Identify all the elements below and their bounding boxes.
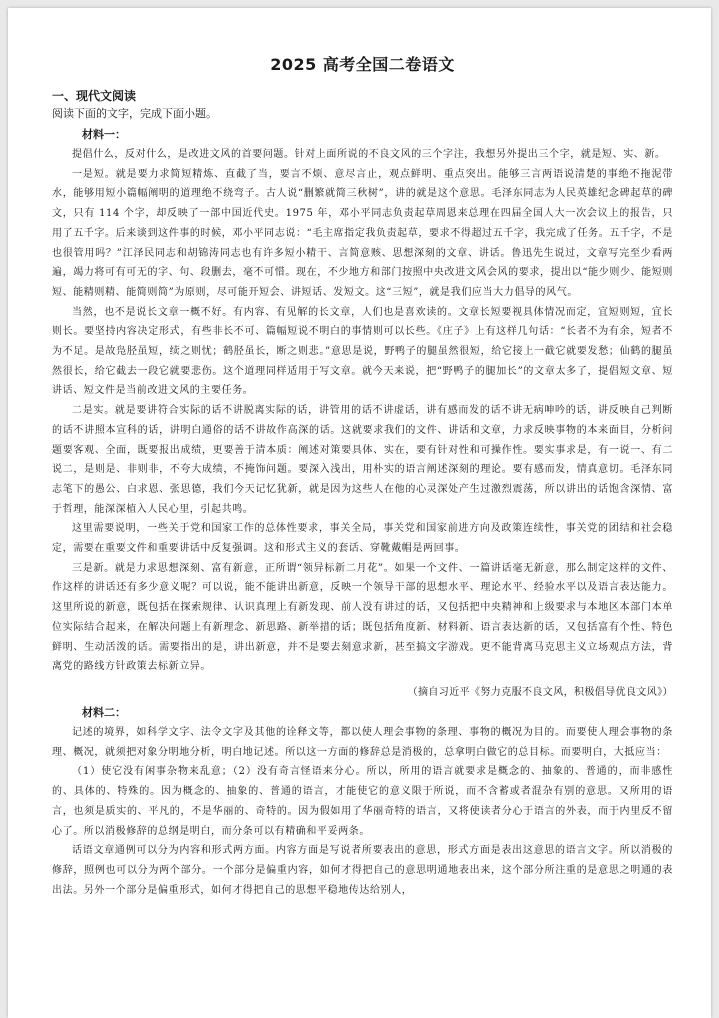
material2-paragraph: 话语文章通例可以分为内容和形式两方面。内容方面是写说者所要表出的意思，形式方面是表出这意思的语言文字。所以消极的修辞，照例也可以分为两个部分。一个部分是偏重内容，如何才得把自己的意思明通地表出来，这个部分所注重的是意思之明通的表出法。另外一个部分是偏重形式，如何才得把自己的思想平稳地传达给别人， bbox=[52, 845, 673, 896]
material1-paragraph: 一是短。就是要力求简短精炼、直截了当，要言不烦、意尽言止，观点鲜明、重点突出。能够三言两语说清楚的事绝不拖泥带水，能够用短小篇幅阐明的道理绝不绕弯子。古人说“删繁就简三秋树”，讲的就是这个意思。毛泽东同志为人民英雄纪念碑起草的碑文，只有 114 个字，却反映了一部中国近代史。1975 年，邓小平同志负责起草周恩来总理在四届全国人大一次会议上的报告，只用了五千字。后来谈到这件事的时候，邓小平同志说：“毛主席指定我负责起草，要求不得超过五千字，我完成了任务。五千字，不是也很管用吗？”江泽民同志和胡锦涛同志也有许多短小精干、言简意赅、思想深刻的文章、讲话。鲁迅先生说过，文章写完至少看两遍，竭力将可有可无的字、句、段删去，毫不可惜。现在，不少地方和部门按照中央改进文风会风的要求，提出以“能少则少、能短则短、能精则精、能简则简”为原则，尽可能开短会、讲短话、发短文。这“三短”，就是我们应当大力倡导的风气。 bbox=[52, 168, 673, 298]
instruction-text: 阅读下面的文字，完成下面小题。 bbox=[52, 107, 217, 120]
material1-paragraph: 提倡什么，反对什么，是改进文风的首要问题。针对上面所说的不良文风的三个字注，我想另外提出三个字，就是短、实、新。 bbox=[72, 149, 666, 160]
material1-paragraph: 三是新。就是力求思想深刻、富有新意，正所谓“领异标新二月花”。如果一个文件、一篇讲话毫无新意，那么制定这样的文件、作这样的讲话还有多少意义呢？可以说，能不能讲出新意，反映一个领导干部的思想水平、理论水平、经验水平以及语言表达能力。这里所说的新意，既包括在探索规律、认识真理上有新发现、前人没有讲过的话，又包括把中央精神和上级要求与本地区本部门本单位实际结合起来，在解决问题上有新理念、新思路、新举措的话；既包括角度新、材料新、语言表达新的话，又包括富有个性、特色鲜明、生动活泼的话。需要指出的是，讲出新意，并不是要去刻意求新，甚至搞文字游戏。更不能背离马克思主义立场观点方法，背离党的路线方针政策去标新立异。 bbox=[52, 562, 673, 673]
material2-paragraph: 记述的境界，如科学文字、法令文字及其他的诠释文等，都以使人理会事物的条理、事物的概况为目的。而要使人理会事物的条理、概况，就须把对象分明地分析，明白地记述。所以这一方面的修辞总是消极的，总拿明白做它的总目标。而要明白，大抵应当： bbox=[52, 726, 673, 758]
exam-title: 2025 高考全国二卷语文 bbox=[270, 55, 455, 74]
document-page bbox=[8, 8, 711, 1018]
material1-label: 材料一： bbox=[82, 128, 126, 141]
material2-label: 材料二： bbox=[82, 705, 126, 719]
material1-paragraph: 二是实。就是要讲符合实际的话不讲脱离实际的话，讲管用的话不讲虚话，讲有感而发的话不讲无病呻吟的话，讲反映自己判断的话不讲照本宣科的话，讲明白通俗的话不讲故作高深的话。这就要求我们的文件、讲话和文章，力求反映事物的本来面目，分析问题要客观、全面，既要报出成绩，更要善于清本质：阐述对策要具体、实在，要有针对性和可操作性。要实事求是，有一说一、有二说二，是则是、非则非，不夸大成绩，不掩饰问题。要深入浅出，用朴实的语言阐述深刻的理论。要有感而发，情真意切。毛泽东同志笔下的愚公、白求恩、张思德，我们今天记忆犹新，就是因为这些人在他的心灵深处产生过激烈震荡，所以讲出的话饱含深情、富于哲理，能深深植入人民心里，引起共鸣。 bbox=[52, 405, 673, 515]
section-heading: 一、现代文阅读 bbox=[52, 89, 137, 103]
material1-source: （摘自习近平《努力克服不良文风，积极倡导优良文风》） bbox=[407, 686, 673, 698]
material1-paragraph: 这里需要说明，一些关于党和国家工作的总体性要求，事关全局，事关党和国家前进方向及政策连续性，事关党的团结和社会稳定，需要在重要文件和重要讲话中反复强调。这和形式主义的套话、穿靴戴帽是两回事。 bbox=[52, 523, 673, 555]
material2-paragraph: （1）使它没有闲事杂物来乱意；（2）没有奇言怪语来分心。所以，所用的语言就要求是概念的、抽象的、普通的，而非感性的、具体的、特殊的。因为概念的、抽象的、普通的语言，才能使它的意义限于所说，而不含蓄或者混杂有别的意思。又所用的语言，也须是质实的、平凡的，不是华丽的、奇特的。因为假如用了华丽奇特的语言，又将使读者分心于语言的外表，而于内里反不留心了。所以消极修辞的总纲是明白，而分条可以有精确和平妥两条。 bbox=[52, 766, 673, 837]
material1-paragraph: 当然，也不是说长文章一概不好。有内容、有见解的长文章，人们也是喜欢读的。文章长短要视具体情况而定，宜短则短，宜长则长。要坚持内容决定形式，有些非长不可、篇幅短说不明白的事情则可以长些。《庄子》上有这样几句话：“长者不为有余，短者不为不足。是故凫胫虽短，续之则忧；鹤胫虽长，断之则悲。”意思是说，野鸭子的腿虽然很短，给它接上一截它就要发愁；仙鹤的腿虽然很长，给它截去一段它就要悲伤。这个道理同样适用于写文章。就今天来说，把“野鸭子的腿加长”的文章太多了，提倡短文章、短讲话、短文件是当前改进文风的主要任务。 bbox=[52, 306, 673, 397]
